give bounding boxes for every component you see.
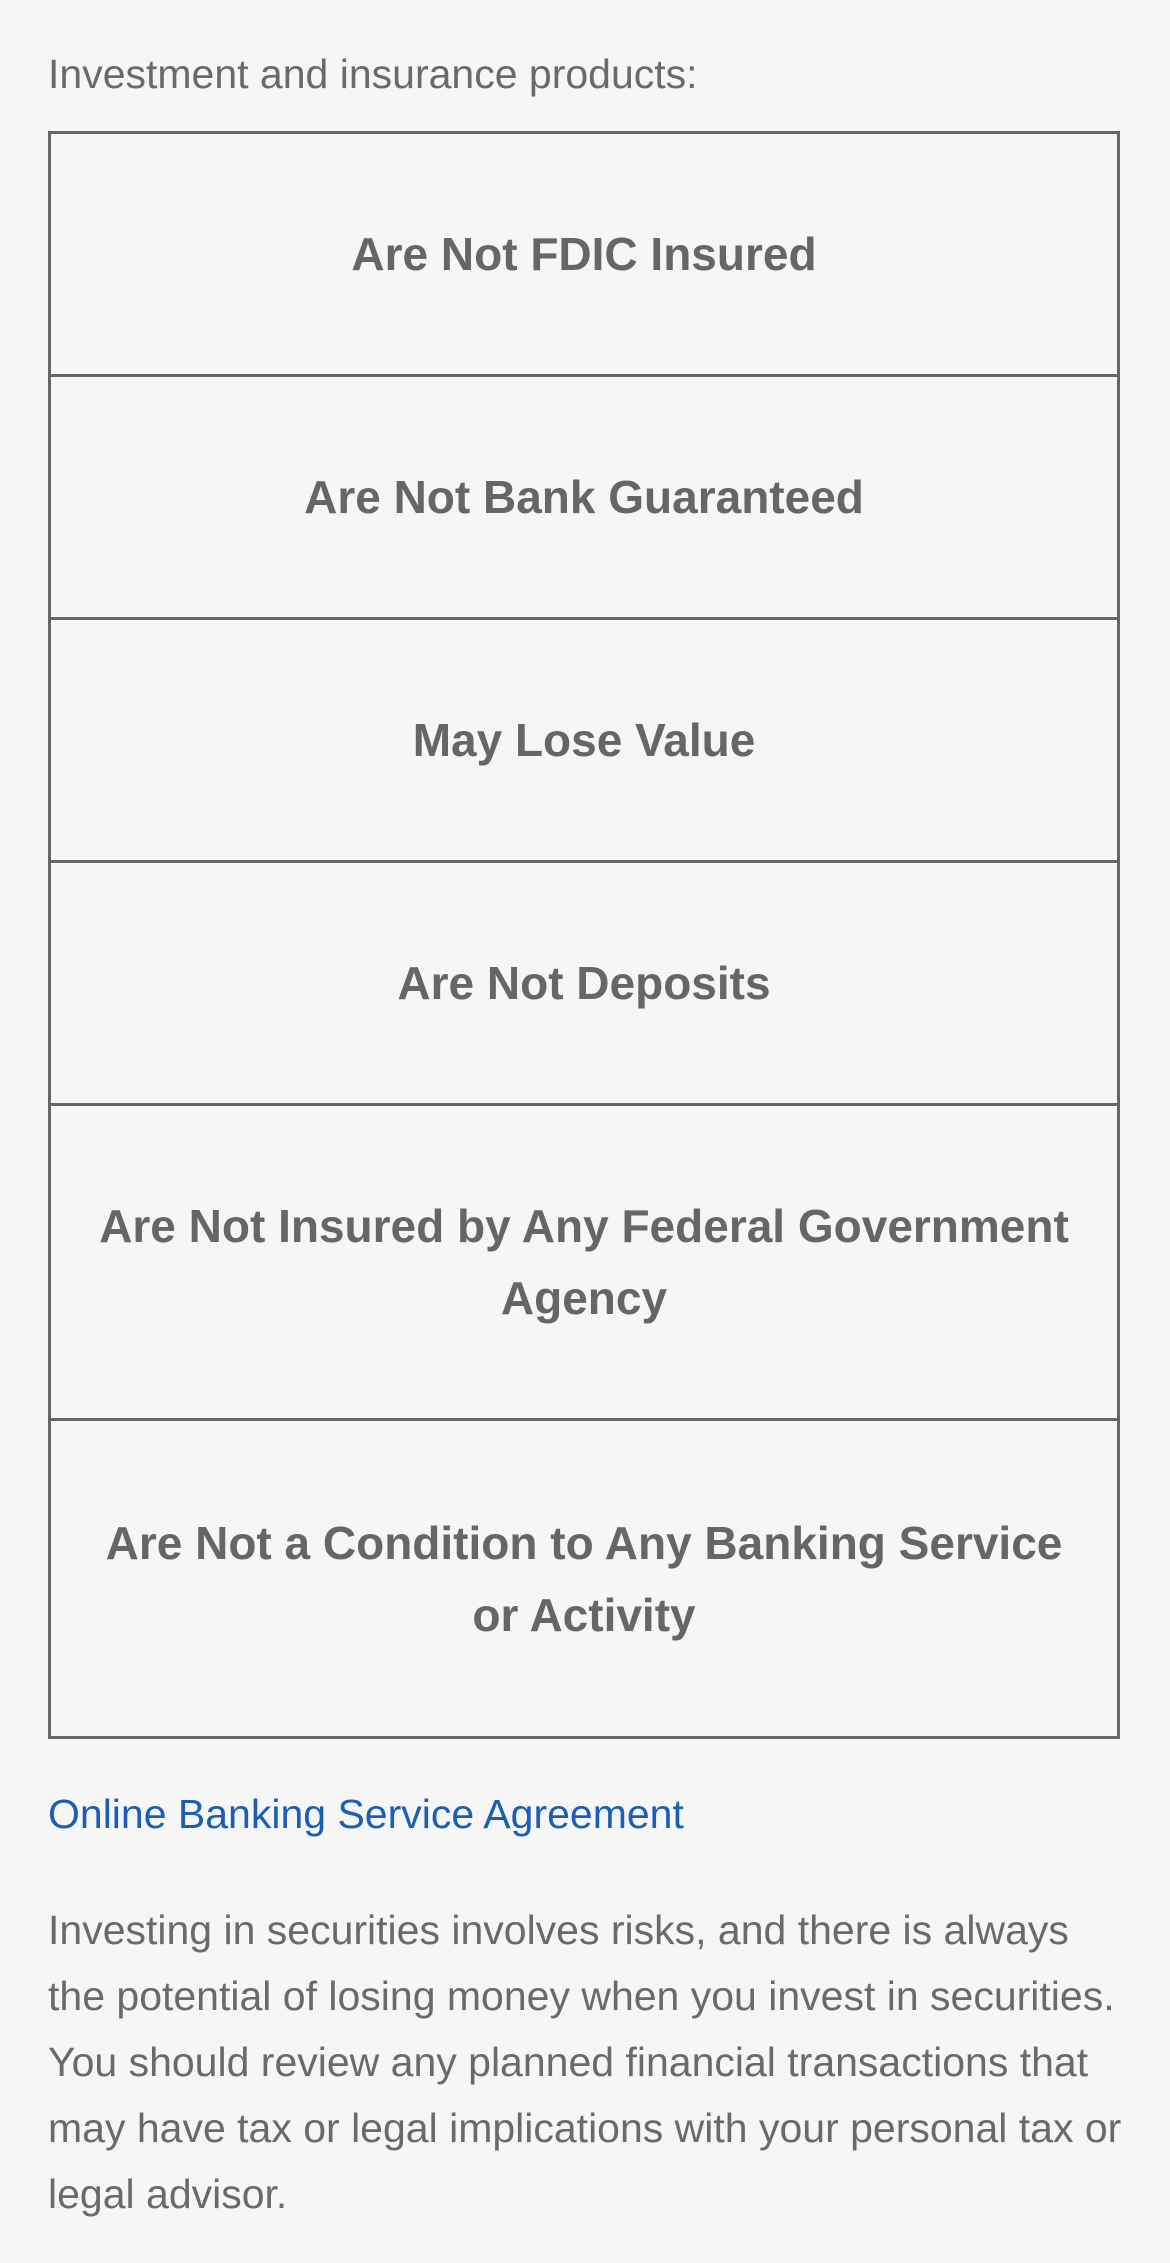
disclosure-not-fdic-insured: Are Not FDIC Insured: [51, 134, 1117, 377]
disclosure-not-bank-guaranteed: Are Not Bank Guaranteed: [51, 377, 1117, 620]
disclosure-not-federally-insured: Are Not Insured by Any Federal Government Agency: [51, 1106, 1117, 1421]
intro-text: Investment and insurance products:: [48, 51, 698, 97]
disclosure-may-lose-value: May Lose Value: [51, 620, 1117, 863]
disclosure-not-banking-condition: Are Not a Condition to Any Banking Service or Activity: [105, 1516, 1063, 1641]
online-banking-agreement-link[interactable]: Online Banking Service Agreement: [48, 1791, 684, 1837]
disclosure-box: [48, 131, 1120, 1739]
disclosure-not-deposits: Are Not Deposits: [51, 863, 1117, 1106]
securities-disclaimer: Investing in securities involves risks, and there is always the potential of losing money when you invest in securities. You should review any planned financial transactions that may have tax or legal implications with your personal tax or legal advisor.: [48, 1907, 1122, 2217]
